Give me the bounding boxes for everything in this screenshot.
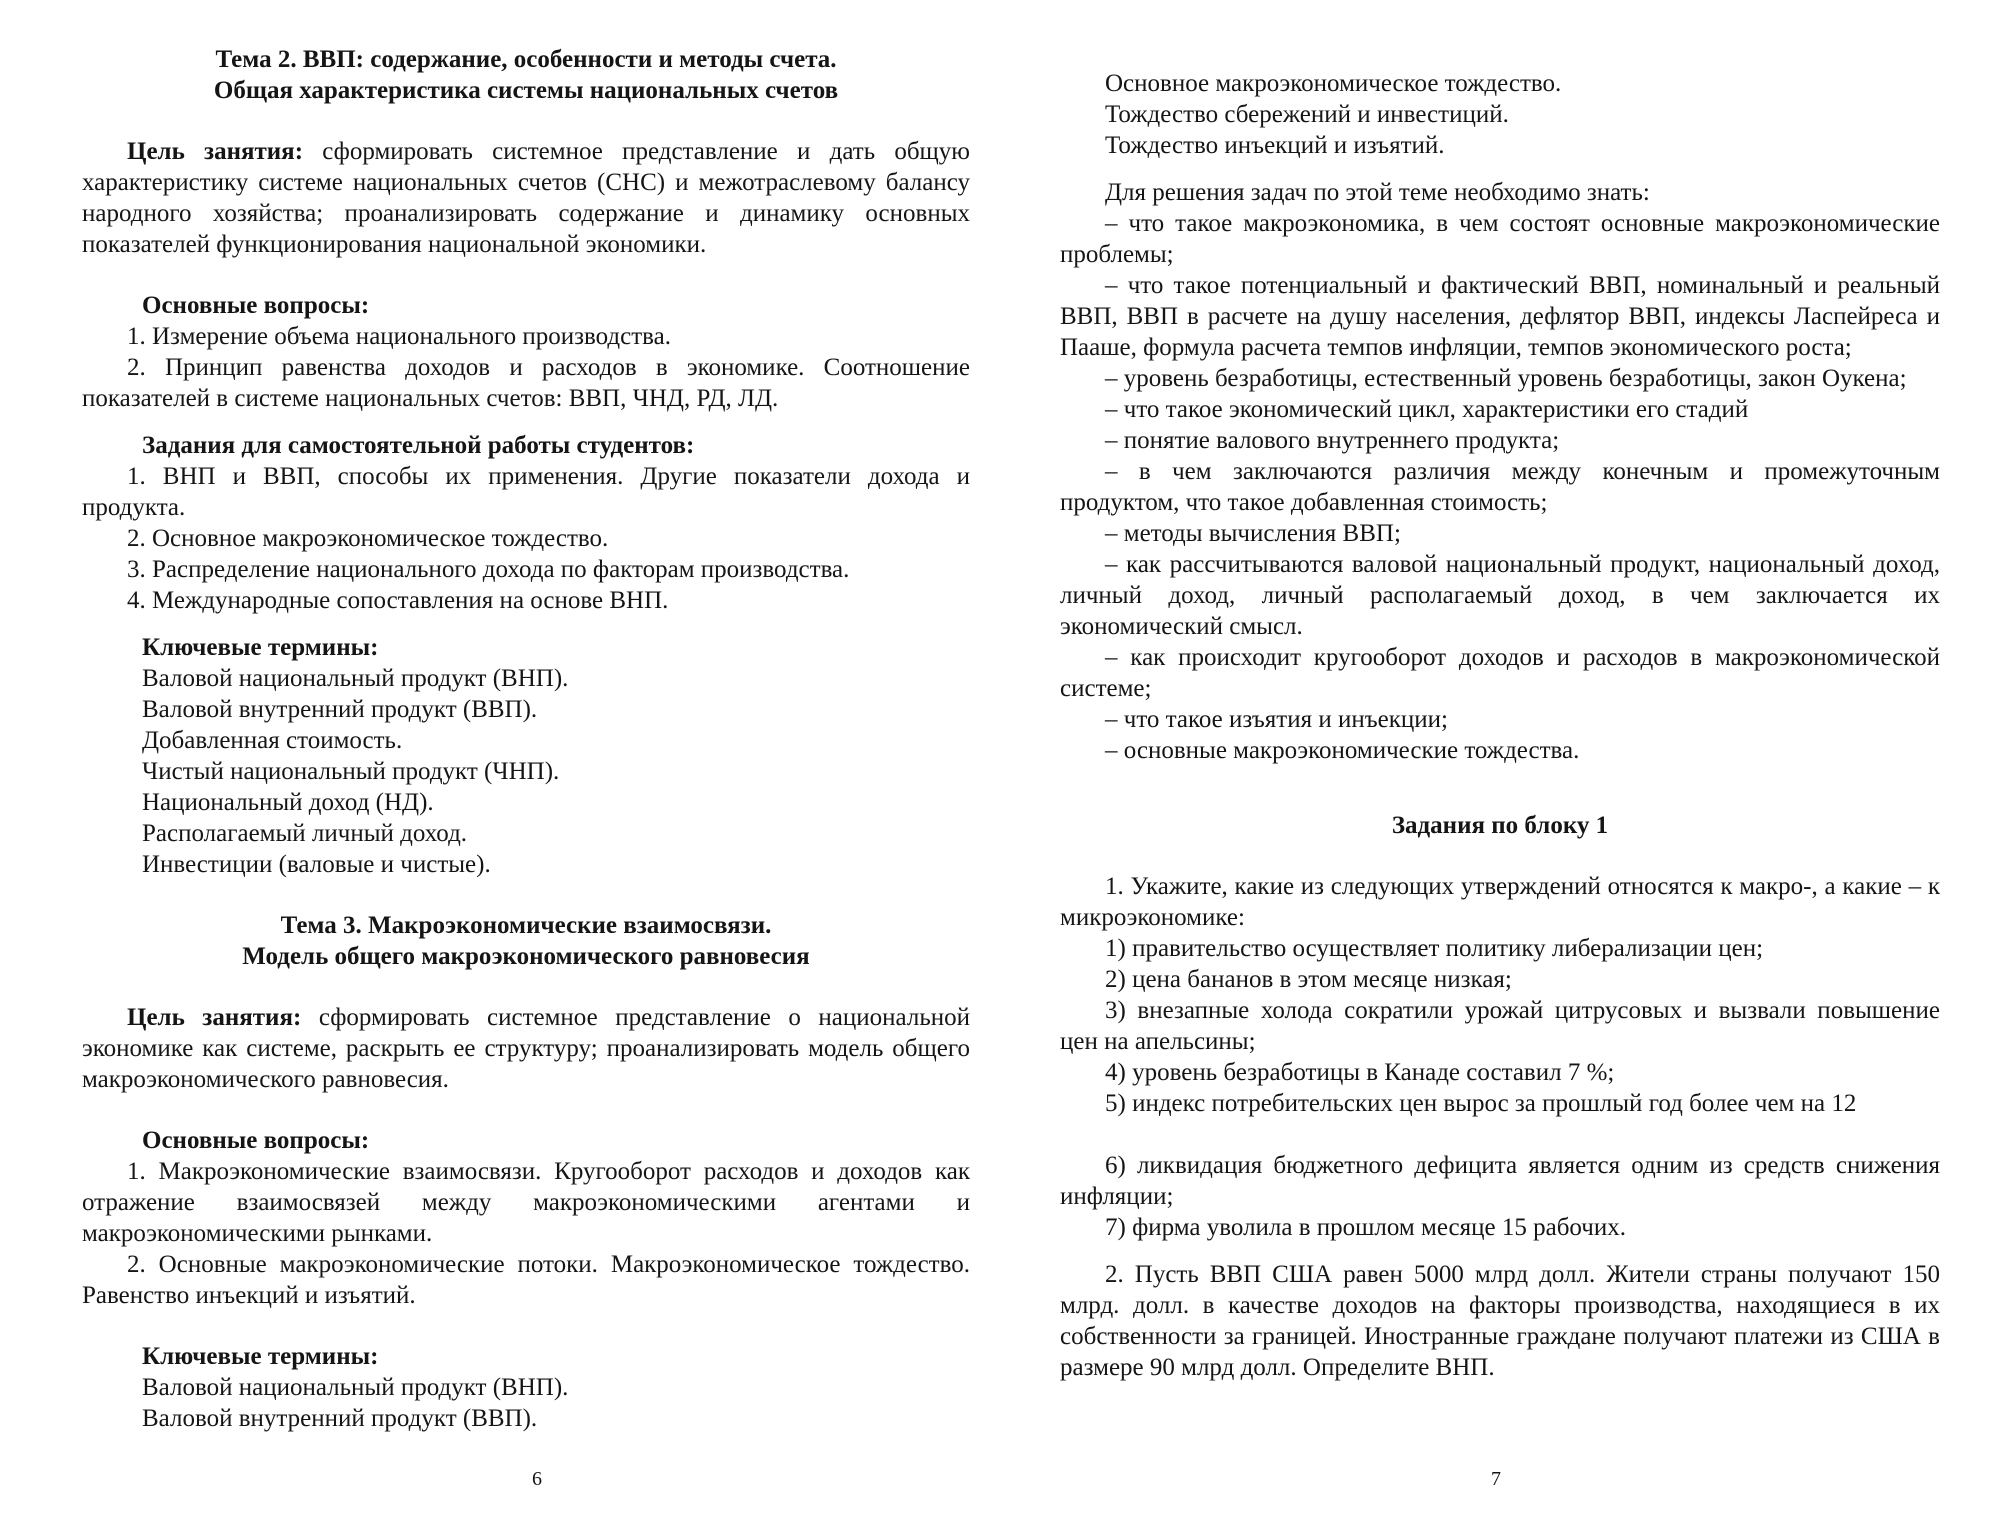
task1-item: 2) цена бананов в этом месяце низкая;	[1105, 966, 1512, 993]
knowledge-item: – понятие валового внутреннего продукта;	[1105, 427, 1560, 454]
topic2-task-item: 1. ВНП и ВВП, способы их применения. Другие показатели дохода и продукта.	[82, 463, 970, 521]
page-number-left: 6	[532, 1468, 542, 1490]
right-page-content	[1060, 68, 1940, 1383]
knowledge-item: – что такое макроэкономика, в чем состоят основные макроэкономические проблемы;	[1060, 210, 1940, 268]
topic2-question-item: 2. Принцип равенства доходов и расходов в экономике. Соотношение показателей в системе национальных счетов: ВВП, ЧНД, РД, ЛД.	[82, 354, 970, 412]
task2: 2. Пусть ВВП США равен 5000 млрд долл. Жители страны получают 150 млрд. долл. в качестве доходов на факторы производства, находящиеся в их собственности за границей. Иностранные граждане получают платежи из США в размере 90 млрд долл. Определите ВНП.	[1060, 1261, 1940, 1381]
topic3-goal-label: Цель занятия:	[127, 1004, 302, 1031]
page-number-right: 7	[1491, 1468, 1501, 1490]
topic3-goal-text: сформировать системное представление о национальной экономике как системе, раскрыть ее структуру; проанализировать модель общего макроэкономического равновесия.	[82, 1004, 970, 1093]
task1-item: 5) индекс потребительских цен вырос за прошлый год более чем на 12	[1105, 1090, 1857, 1117]
topic2-tasks-heading: Задания для самостоятельной работы студентов:	[142, 432, 695, 459]
topic3-questions-heading: Основные вопросы:	[142, 1127, 370, 1154]
knowledge-intro: Для решения задач по этой теме необходимо знать:	[1105, 179, 1650, 206]
topic3-title-line2: Модель общего макроэкономического равновесия	[242, 943, 810, 970]
task1-item: 3) внезапные холода сократили урожай цитрусовых и вызвали повышение цен на апельсины;	[1060, 997, 1940, 1055]
task1-item: 1) правительство осуществляет политику либерализации цен;	[1105, 935, 1764, 962]
term-continued-item: Тождество сбережений и инвестиций.	[1105, 101, 1509, 128]
topic2-task-item: 4. Международные сопоставления на основе ВНП.	[127, 587, 669, 614]
topic2-task-item: 3. Распределение национального дохода по факторам производства.	[127, 556, 850, 583]
knowledge-item: – что такое изъятия и инъекции;	[1105, 706, 1448, 733]
knowledge-item: – основные макроэкономические тождества.	[1105, 737, 1580, 764]
topic2-term-item: Валовой внутренний продукт (ВВП).	[142, 696, 538, 723]
knowledge-item: – как рассчитываются валовой национальный продукт, национальный доход, личный доход, личный располагаемый доход, в чем заключается их экономический смысл.	[1060, 551, 1940, 640]
topic2-term-item: Добавленная стоимость.	[142, 727, 403, 754]
topic2-term-item: Располагаемый личный доход.	[142, 820, 468, 847]
knowledge-item: – методы вычисления ВВП;	[1105, 520, 1401, 547]
topic2-question-item: 1. Измерение объема национального производства.	[127, 323, 671, 350]
topic2-goal-text: сформировать системное представление и дать общую характеристику системе национальных счетов (СНС) и межотраслевому балансу народного хозяйства; проанализировать содержание и динамику основных показателей функционирования национальной экономики.	[82, 138, 970, 258]
topic3-question-item: 2. Основные макроэкономические потоки. Макроэкономическое тождество. Равенство инъекций и изъятий.	[82, 1251, 970, 1309]
task1-item: 6) ликвидация бюджетного дефицита является одним из средств снижения инфляции;	[1060, 1152, 1940, 1210]
term-continued-item: Тождество инъекций и изъятий.	[1105, 132, 1445, 159]
knowledge-item: – что такое экономический цикл, характеристики его стадий	[1105, 396, 1749, 423]
topic2-title-line2: Общая характеристика системы национальных счетов	[213, 77, 839, 104]
topic2-term-item: Чистый национальный продукт (ЧНП).	[142, 758, 560, 785]
task1-item: 7) фирма уволила в прошлом месяце 15 рабочих.	[1105, 1214, 1626, 1241]
term-continued-item: Основное макроэкономическое тождество.	[1105, 70, 1562, 97]
left-page-content	[82, 44, 970, 1434]
topic2-task-item: 2. Основное макроэкономическое тождество.	[127, 525, 609, 552]
knowledge-item: – как происходит кругооборот доходов и расходов в макроэкономической системе;	[1060, 644, 1940, 702]
topic3-question-item: 1. Макроэкономические взаимосвязи. Кругооборот расходов и доходов как отражение взаимосвязей между макроэкономическими агентами и макроэкономическими рынками.	[82, 1158, 970, 1247]
topic3-terms-heading: Ключевые термины:	[142, 1343, 379, 1370]
knowledge-item: – что такое потенциальный и фактический ВВП, номинальный и реальный ВВП, ВВП в расчете на душу населения, дефлятор ВВП, индексы Ласпейреса и Пааше, формула расчета темпов инфляции, темпов экономического роста;	[1060, 272, 1940, 361]
right-page	[1000, 0, 2000, 1533]
topic3-term-item: Валовой национальный продукт (ВНП).	[142, 1374, 569, 1401]
knowledge-item: – уровень безработицы, естественный уровень безработицы, закон Оукена;	[1105, 365, 1907, 392]
block-heading: Задания по блоку 1	[1391, 812, 1609, 839]
knowledge-item: – в чем заключаются различия между конечным и промежуточным продуктом, что такое добавленная стоимость;	[1060, 458, 1940, 516]
topic2-term-item: Валовой национальный продукт (ВНП).	[142, 665, 569, 692]
topic3-goal	[82, 1002, 970, 1095]
topic2-title-line1: Тема 2. ВВП: содержание, особенности и методы счета.	[215, 46, 837, 73]
topic2-terms-heading: Ключевые термины:	[142, 634, 379, 661]
topic2-term-item: Национальный доход (НД).	[142, 789, 434, 816]
blank-line	[1060, 1119, 1940, 1150]
topic3-title-line1: Тема 3. Макроэкономические взаимосвязи.	[280, 912, 772, 939]
topic3-term-item: Валовой внутренний продукт (ВВП).	[142, 1405, 538, 1432]
topic2-goal-label: Цель занятия:	[127, 138, 304, 165]
topic2-term-item: Инвестиции (валовые и чистые).	[142, 851, 491, 878]
topic2-questions-heading: Основные вопросы:	[142, 292, 370, 319]
topic2-goal	[82, 136, 970, 260]
task1-item: 4) уровень безработицы в Канаде составил 7 %;	[1105, 1059, 1615, 1086]
task1-intro: 1. Укажите, какие из следующих утверждений относятся к макро-, а какие – к микроэкономике:	[1060, 873, 1940, 931]
